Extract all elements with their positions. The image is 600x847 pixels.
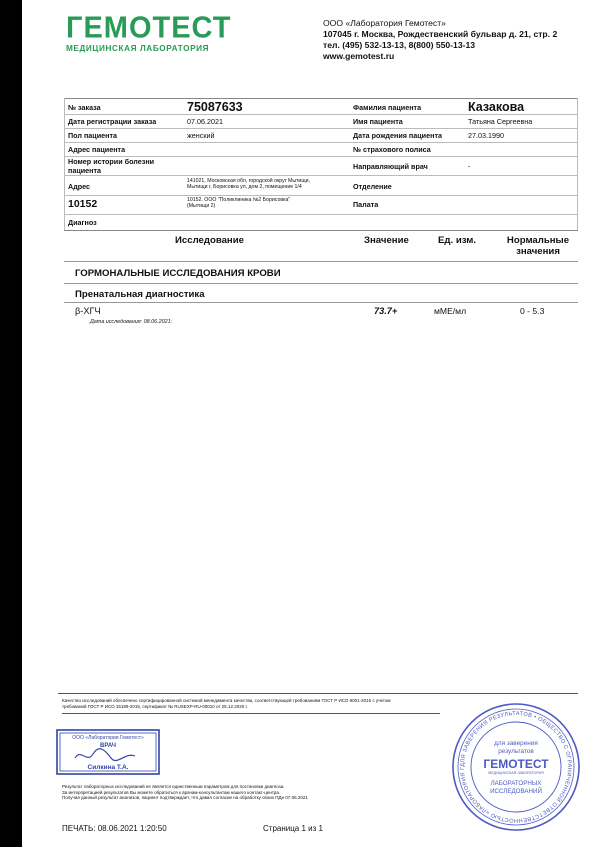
name-value: Татьяна Сергеевна — [468, 117, 533, 126]
print-timestamp: ПЕЧАТЬ: 08.06.2021 1:20:50 — [62, 824, 167, 833]
clinic-value — [187, 197, 290, 209]
seal-brand: ГЕМОТЕСТ — [483, 757, 549, 771]
sex-label: Пол пациента — [68, 131, 117, 140]
name-label: Имя пациента — [353, 117, 403, 126]
addr-value — [187, 178, 310, 190]
surname-value: Казакова — [468, 100, 525, 114]
seal-line3: ЛАБОРАТОРНЫХ — [490, 780, 542, 787]
department-label: Отделение — [353, 182, 392, 191]
company-site: www.gemotest.ru — [323, 51, 395, 61]
stamp-role-text: ВРАЧ — [100, 743, 116, 749]
sex-value: женский — [187, 131, 215, 140]
seal-line2: результатов — [498, 748, 534, 755]
company-info — [323, 18, 557, 62]
result-date-note: Дата исследования: 08.06.2021; — [90, 319, 173, 325]
company-phone: тел. (495) 532-13-13, 8(800) 550-13-13 — [323, 40, 476, 50]
col-norm-header — [502, 235, 574, 257]
result-value: 73.7+ — [374, 306, 398, 316]
col-norm-line1: Нормальные — [506, 235, 570, 246]
notes-text — [62, 784, 482, 801]
note-line3: Получая данный результат анализов, пациент подтверждает, что давал согласие на обработку своих ПДн 07.06.2021 — [62, 795, 308, 801]
clinic-value-line1: 10152. ООО "Поликлиника №2 Борисовка" — [187, 197, 291, 203]
reg-date-label: Дата регистрации заказа — [68, 117, 157, 126]
result-name: β-ХГЧ — [75, 306, 101, 316]
seal-line1: для заверения — [494, 740, 538, 747]
reg-date-value: 07.06.2021 — [187, 117, 223, 126]
company-name: ООО «Лаборатория Гемотест» — [323, 18, 446, 28]
info-right-border — [577, 98, 578, 230]
page-number: Страница 1 из 1 — [263, 824, 323, 833]
ward-label: Палата — [353, 200, 379, 209]
result-unit: мМЕ/мл — [434, 306, 467, 316]
subsection-title: Пренатальная диагностика — [75, 289, 205, 300]
doctor-label: Направляющий врач — [353, 162, 428, 171]
logo-main-text: ГЕМОТЕСТ — [66, 11, 232, 45]
col-unit-header: Ед. изм. — [438, 235, 477, 246]
col-study-header: Исследование — [175, 235, 244, 246]
surname-label: Фамилия пациента — [353, 103, 422, 112]
policy-label: № страхового полиса — [353, 145, 431, 154]
info-left-border — [64, 98, 65, 230]
seal-brand-sub: МЕДИЦИНСКАЯ ЛАБОРАТОРИЯ — [488, 771, 544, 775]
lab-seal — [450, 701, 582, 833]
note-line1: Результат лабораторных исследований не является единственным параметром для постановки диагноза. — [62, 784, 285, 789]
info-divider — [64, 114, 578, 115]
birth-label: Дата рождения пациента — [353, 131, 442, 140]
order-value: 75087633 — [187, 100, 243, 114]
result-norm: 0 - 5.3 — [520, 306, 545, 316]
stamp-top-text: ООО «Лаборатория Гемотест» — [72, 735, 144, 741]
quality-line2: требований ГОСТ Р ИСО 15189-2015, сертификат № RUSEXP-RU-00010 от 25.12.2020 г. — [62, 703, 248, 709]
address-label: Адрес пациента — [68, 145, 126, 154]
addr-value-line1: 141021, Московская обл, городской округ Мытищи, — [187, 178, 310, 184]
col-value-header: Значение — [364, 235, 409, 246]
doctor-stamp — [55, 728, 161, 776]
doctor-value: - — [468, 162, 471, 171]
section-title: ГОРМОНАЛЬНЫЕ ИССЛЕДОВАНИЯ КРОВИ — [75, 268, 281, 279]
quality-line1: Качество исследований обеспечено сертифицированной системой менеджмента качества, соответствующей требованиям ГОСТ Р ИСО 9001-2015 с учетом — [62, 698, 391, 703]
history-label-line1: Номер истории болезни — [68, 157, 155, 166]
section-band-top — [64, 261, 578, 262]
logo-sub-text: МЕДИЦИНСКАЯ ЛАБОРАТОРИЯ — [66, 44, 210, 53]
addr-value-line2: Мытищи г, Борисовка ул, дом 2, помещение 1/4 — [187, 184, 302, 191]
seal-ring-text: ДЛЯ ЗАВЕРЕНИЯ РЕЗУЛЬТАТОВ • ОБЩЕСТВО С ОГРАНИЧЕННОЙ ОТВЕТСТВЕННОСТЬЮ «ЛАБОРАТОРИЯ Г — [459, 710, 573, 824]
document-page — [22, 0, 600, 847]
section-band-mid — [64, 283, 578, 284]
footer-line — [58, 693, 578, 694]
company-address: 107045 г. Москва, Рождественский бульвар д. 21, стр. 2 — [323, 29, 558, 39]
info-divider — [64, 195, 578, 196]
quality-text — [62, 698, 482, 709]
addr-label: Адрес — [68, 182, 91, 191]
birth-value: 27.03.1990 — [468, 131, 504, 140]
section-band-bottom — [64, 302, 578, 303]
history-label — [68, 158, 154, 175]
signature-mark — [75, 749, 135, 761]
note-line2: За интерпретацией результатов Вы можете обратиться к врачам-консультантам нашего контакт-центра. — [62, 789, 281, 795]
seal-line4: ИССЛЕДОВАНИЙ — [490, 788, 542, 795]
gemotest-logo — [66, 11, 286, 53]
info-table-bottom — [64, 230, 578, 231]
diagnosis-label: Диагноз — [68, 218, 97, 227]
clinic-value-line2: (Мытищи 2) — [187, 203, 216, 210]
history-label-line2: пациента — [68, 165, 102, 175]
order-label: № заказа — [68, 103, 101, 112]
stamp-name-text: Силкина Т.А. — [87, 764, 129, 771]
info-divider — [64, 142, 578, 143]
info-divider — [64, 214, 578, 215]
col-norm-line2: значения — [516, 246, 560, 257]
footer-line-2 — [62, 713, 440, 714]
code-value: 10152 — [68, 198, 98, 210]
info-table-top — [64, 98, 578, 99]
info-divider — [64, 128, 578, 129]
